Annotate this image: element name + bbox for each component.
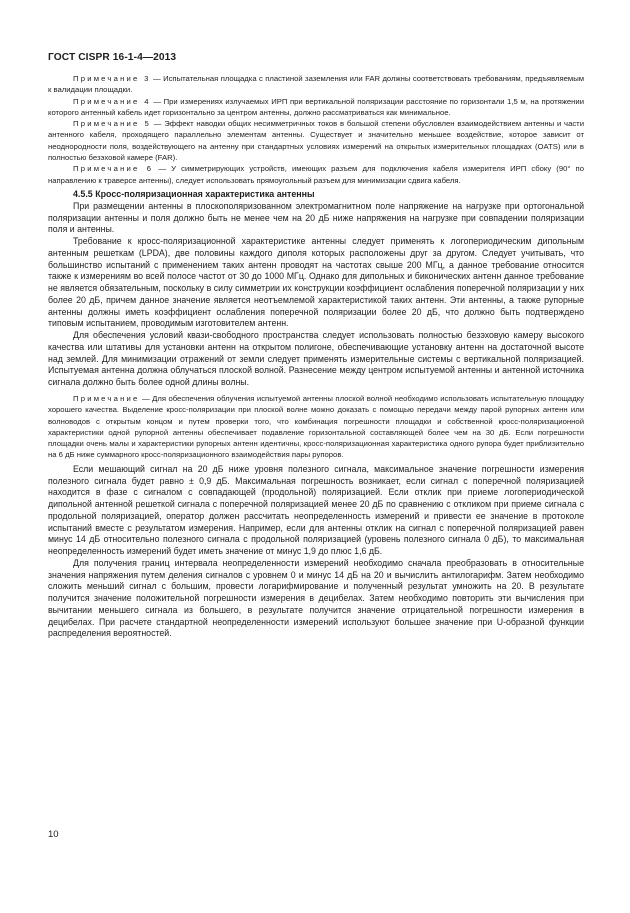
- note-text: — Для обеспечения облучения испытуемой антенны плоской волной необходимо использовать испытательную площадку хорошего качества. Выделение кросс-поляризации при плоской волне можно доказать с помощью передачи между парой рупорных антенн или волноводов с открытым концом и путем проверки того, что комбинация погрешности площадки и собственной кросс-поляризационной характеристики одной рупорной антенны обеспечивает подавление горизонтальной составляющей более чем на 30 дБ. Если погрешности площадки очень малы и характеристики рупорных антенн идентичны, кросс-поляризационная характеристика одного рупора будет приблизительно на 6 дБ ниже суммарного кросс-поляризационного взаимодействия пары рупоров.: [48, 393, 584, 460]
- note-label: Примечание 6: [73, 164, 154, 174]
- page-number: 10: [48, 829, 59, 840]
- note-label: Примечание: [73, 393, 140, 403]
- note-6: [48, 163, 584, 186]
- note-text: — Эффект наводки общих несимметричных токов в большой степени обусловлен взаимодействием антенны и части антенного кабеля, проходящего параллельно элементам антенны. Существует и значительно меньшее воздействие, которое зависит от неоднородности поля, воздействующего на антенну при стандартных условиях измерений на открытых измерительных площадках (OATS) или в полностью безэховой камере (FAR).: [48, 119, 584, 163]
- note-text: — При измерениях излучаемых ИРП при вертикальной поляризации расстояние по горизонтали 1,5 м, на протяжении которого антенный кабель идет горизонтально за центром антенны, должно рассматриваться как минимальное.: [48, 96, 585, 117]
- note-text: — Испытательная площадка с пластиной заземления или FAR должны соответствовать требованиям, предъявляемым к валидации площадки.: [48, 74, 584, 95]
- note-4: [48, 96, 584, 119]
- note-text: — У симметрирующих устройств, имеющих разъем для подключения кабеля измерителя ИРП сбоку (90° по направлению к траверсе антенны), следует использовать прямоугольный разъем для минимизации сдвига кабеля.: [48, 164, 584, 185]
- note-plane-wave: [48, 393, 584, 461]
- note-label: Примечание 5: [73, 119, 151, 129]
- paragraph: Для получения границ интервала неопределенности измерений необходимо сначала преобразовать в относительные значения напряжения путем деления сигналов с уровнем 0 и минус 14 дБ на 20 и вычислить антилогарифм. Затем необходимо сложить меньший сигнал с большим, провести логарифмирование и полученный результат умножить на 20. В результате получится значение положительной погрешности измерения в децибелах. Затем необходимо повторить эти вычисления при вычитании меньшего сигнала из большего, в результате получится значение отрицательной погрешности измерения в децибелах. При расчете стандартной неопределенности измерений используют большее значение при U-образной функции распределения вероятностей.: [48, 557, 584, 639]
- section-heading: 4.5.5 Кросс-поляризационная характеристика антенны: [73, 188, 315, 199]
- paragraph: Требование к кросс-поляризационной характеристике антенны следует применять к логопериодическим дипольным антенным решеткам (LPDA), две половины каждого диполя которых расположены друг за другом. Следует учитывать, что большинство испытаний с применением таких антенн проводят на частотах свыше 200 МГц, а данное требование относится также к измерениям во всей полосе частот от 30 до 1000 МГц. Однако для дипольных и биконических антенн данное требование не является обязательным, поскольку в силу симметрии их конструкции коэффициент ослабления поперечной поляризации у них более 20 дБ, причем данное значение является неотъемлемой характеристикой таких антенн. Эти антенны, а также рупорные антенны должны иметь коэффициент ослабления поперечной поляризации более 20 дБ, что должно быть подтверждено типовым испытанием, проводимым изготовителем антенн.: [48, 236, 584, 329]
- note-label: Примечание 4: [73, 96, 151, 106]
- document-header: ГОСТ CISPR 16-1-4—2013: [48, 52, 177, 63]
- page-content: [48, 73, 584, 640]
- paragraph: При размещении антенны в плоскополяризованном электромагнитном поле напряжение на нагрузке при ортогональной поляризации антенны и поля должно быть не менее чем на 20 дБ ниже напряжения на нагрузке при совпадении поляризации поля и антенны.: [48, 200, 584, 235]
- note-label: Примечание 3: [73, 74, 151, 83]
- paragraph: Для обеспечения условий квази-свободного пространства следует использовать полностью безэховую камеру высокого качества или штативы для установки антенн на открытом полигоне, обеспечивающие установку антенн на достаточной высоте над землей. Для минимизации отражений от земли следует применять измерительные системы с вертикальной поляризацией. Испытуемая антенна должна облучаться плоской волной. Разнесение между центром испытуемой антенны и антенной источника сигнала должно быть более одной длины волны.: [48, 330, 584, 388]
- paragraph: Если мешающий сигнал на 20 дБ ниже уровня полезного сигнала, максимальное значение погрешности измерения полезного сигнала будет равно ± 0,9 дБ. Максимальная погрешность возникает, если сигнал с поперечной поляризацией находится в фазе с сигналом с совпадающей (продольной) поляризацией. Если отклик при приеме логопериодической дипольной антенной решеткой сигнала с поперечной поляризацией менее 20 дБ по сравнению с откликом при приеме сигнала с продольной поляризацией, оператор должен рассчитать неопределенность измерений и привести ее значение в протоколе испытаний вместе с результатом измерения. Например, если для антенны отклик на сигнал с поперечной поляризацией равен минус 14 дБ относительно полезного сигнала с продольной поляризацией (уровень полезного сигнала 0 дБ), то максимальная неопределенность измерений будет иметь значение от минус 1,9 до плюс 1,6 дБ.: [48, 463, 584, 556]
- note-5: [48, 118, 584, 163]
- note-3: [48, 73, 584, 96]
